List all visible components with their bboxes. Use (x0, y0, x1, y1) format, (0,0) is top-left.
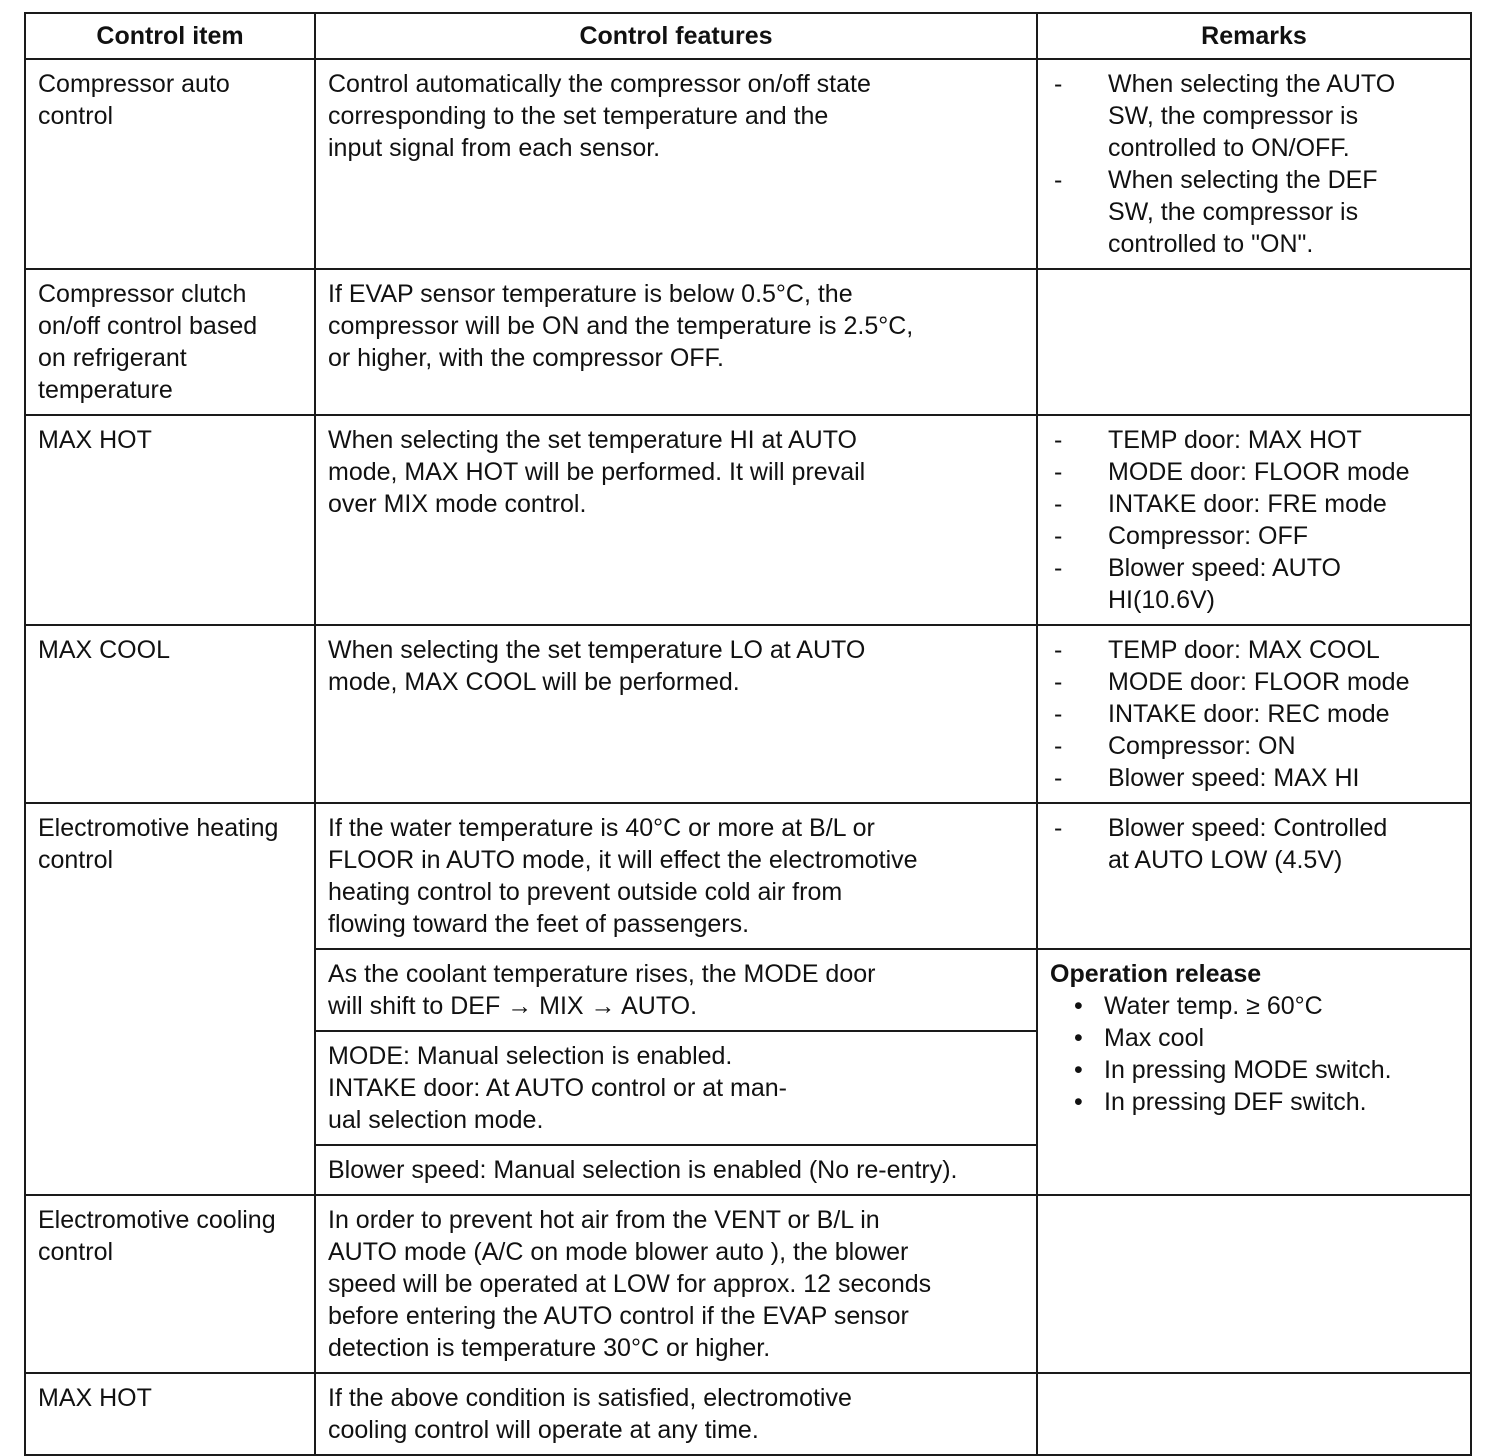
remark-text: When selecting the AUTO (1108, 70, 1396, 98)
remark-text: controlled to "ON". (1108, 230, 1314, 258)
remark-item (1050, 698, 1458, 730)
feature-text: over MIX mode control. (328, 490, 587, 518)
table-row (25, 803, 1471, 949)
feature-text: When selecting the set temperature HI at AUTO (328, 426, 857, 454)
feature-text: cooling control will operate at any time. (328, 1416, 759, 1444)
remark-text: MODE door: FLOOR mode (1108, 458, 1410, 486)
dash-marker: - (1054, 814, 1063, 842)
item-text: Compressor clutch (38, 280, 247, 308)
operation-release-cell (1037, 949, 1471, 1195)
feature-text: or higher, with the compressor OFF. (328, 344, 724, 372)
remark-text: Blower speed: AUTO (1108, 554, 1341, 582)
features-cell (315, 1195, 1037, 1373)
table-row (25, 269, 1471, 415)
remarks-cell (1037, 1195, 1471, 1373)
remark-text: INTAKE door: FRE mode (1108, 490, 1387, 518)
remark-text: at AUTO LOW (4.5V) (1108, 846, 1343, 874)
dash-marker: - (1054, 700, 1063, 728)
remarks-cell (1037, 625, 1471, 803)
list-item (1074, 1022, 1458, 1054)
item-text: control (38, 1238, 114, 1266)
dash-marker: - (1054, 166, 1063, 194)
remark-text: HI(10.6V) (1108, 586, 1215, 614)
list-item (1074, 1054, 1458, 1086)
features-cell (315, 269, 1037, 415)
feature-text: FLOOR in AUTO mode, it will effect the electromotive (328, 846, 918, 874)
list-item-text: Water temp. ≥ 60°C (1104, 992, 1323, 1020)
list-item-text: In pressing DEF switch. (1104, 1088, 1367, 1116)
features-cell (315, 1373, 1037, 1455)
item-text: control (38, 846, 114, 874)
remarks-list (1050, 634, 1458, 794)
remark-text: Compressor: OFF (1108, 522, 1309, 550)
feature-text: speed will be operated at LOW for approx. 12 seconds (328, 1270, 932, 1298)
item-text: MAX HOT (38, 1384, 152, 1412)
feature-text: heating control to prevent outside cold air from (328, 878, 843, 906)
remark-item (1050, 762, 1458, 794)
remarks-cell (1037, 1373, 1471, 1455)
remark-item (1050, 68, 1458, 164)
features-cell (315, 415, 1037, 625)
item-text: MAX HOT (38, 426, 152, 454)
features-cell (315, 1031, 1037, 1145)
remark-item (1050, 552, 1458, 616)
remark-text: INTAKE door: REC mode (1108, 700, 1390, 728)
dash-marker: - (1054, 636, 1063, 664)
table-row (25, 625, 1471, 803)
feature-text: flowing toward the feet of passengers. (328, 910, 750, 938)
dash-marker: - (1054, 764, 1063, 792)
item-text: Compressor auto (38, 70, 230, 98)
remark-item (1050, 456, 1458, 488)
remark-text: SW, the compressor is (1108, 198, 1359, 226)
feature-text: corresponding to the set temperature and the (328, 102, 829, 130)
feature-text: In order to prevent hot air from the VENT or B/L in (328, 1206, 880, 1234)
feature-text: If the water temperature is 40°C or more at B/L or (328, 814, 875, 842)
features-cell (315, 625, 1037, 803)
dash-marker: - (1054, 522, 1063, 550)
remark-text: When selecting the DEF (1108, 166, 1378, 194)
item-text: Electromotive cooling (38, 1206, 276, 1234)
bullet-marker: • (1074, 992, 1083, 1020)
remark-text: Blower speed: MAX HI (1108, 764, 1360, 792)
remarks-cell (1037, 803, 1471, 949)
table-row (25, 1195, 1471, 1373)
features-cell (315, 949, 1037, 1031)
list-item (1074, 990, 1458, 1022)
dash-marker: - (1054, 458, 1063, 486)
feature-text: before entering the AUTO control if the EVAP sensor (328, 1302, 909, 1330)
features-cell (315, 59, 1037, 269)
list-item (1074, 1086, 1458, 1118)
item-text: control (38, 102, 114, 130)
item-text: Electromotive heating (38, 814, 279, 842)
remark-item (1050, 164, 1458, 260)
control-table (24, 12, 1472, 1456)
feature-text: If the above condition is satisfied, electromotive (328, 1384, 852, 1412)
remarks-cell (1037, 59, 1471, 269)
table-row (25, 1373, 1471, 1455)
remark-item (1050, 424, 1458, 456)
dash-marker: - (1054, 490, 1063, 518)
header-control-item: Control item (25, 13, 315, 59)
feature-text: mode, MAX HOT will be performed. It will prevail (328, 458, 866, 486)
remark-item (1050, 666, 1458, 698)
feature-text: If EVAP sensor temperature is below 0.5°C, the (328, 280, 853, 308)
item-cell (25, 269, 315, 415)
item-text: on refrigerant (38, 344, 187, 372)
remarks-list (1050, 68, 1458, 260)
list-item-text: In pressing MODE switch. (1104, 1056, 1392, 1084)
header-remarks: Remarks (1037, 13, 1471, 59)
table-row (25, 59, 1471, 269)
remark-item (1050, 634, 1458, 666)
dash-marker: - (1054, 668, 1063, 696)
item-cell (25, 1373, 315, 1455)
table-row (25, 415, 1471, 625)
remarks-list (1050, 424, 1458, 616)
remark-text: Compressor: ON (1108, 732, 1296, 760)
bullet-marker: • (1074, 1056, 1083, 1084)
list-item-text: Max cool (1104, 1024, 1205, 1052)
remarks-list (1050, 812, 1458, 876)
feature-text: mode, MAX COOL will be performed. (328, 668, 740, 696)
header-control-features: Control features (315, 13, 1037, 59)
item-cell (25, 415, 315, 625)
item-text: on/off control based (38, 312, 258, 340)
item-cell (25, 625, 315, 803)
item-text: MAX COOL (38, 636, 170, 664)
features-cell (315, 1145, 1037, 1195)
features-cell (315, 803, 1037, 949)
operation-release-list (1050, 990, 1458, 1118)
remark-item (1050, 520, 1458, 552)
remark-text: Blower speed: Controlled (1108, 814, 1388, 842)
bullet-marker: • (1074, 1024, 1083, 1052)
item-cell (25, 803, 315, 1195)
remarks-cell (1037, 269, 1471, 415)
dash-marker: - (1054, 554, 1063, 582)
header-row (25, 13, 1471, 59)
feature-text: INTAKE door: At AUTO control or at man- (328, 1074, 787, 1102)
feature-text: Blower speed: Manual selection is enabled (No re-entry). (328, 1156, 958, 1184)
remark-text: TEMP door: MAX HOT (1108, 426, 1362, 454)
remark-text: TEMP door: MAX COOL (1108, 636, 1380, 664)
remark-text: controlled to ON/OFF. (1108, 134, 1350, 162)
feature-text: input signal from each sensor. (328, 134, 661, 162)
remark-text: MODE door: FLOOR mode (1108, 668, 1410, 696)
feature-text: ual selection mode. (328, 1106, 544, 1134)
feature-text: When selecting the set temperature LO at AUTO (328, 636, 866, 664)
remark-item (1050, 730, 1458, 762)
feature-text: will shift to DEF → MIX → AUTO. (328, 992, 698, 1020)
feature-text: detection is temperature 30°C or higher. (328, 1334, 771, 1362)
remark-item (1050, 812, 1458, 876)
item-cell (25, 1195, 315, 1373)
feature-text: compressor will be ON and the temperature is 2.5°C, (328, 312, 914, 340)
item-text: temperature (38, 376, 173, 404)
operation-release-title: Operation release (1050, 960, 1262, 988)
item-cell (25, 59, 315, 269)
remarks-cell (1037, 415, 1471, 625)
remark-item (1050, 488, 1458, 520)
bullet-marker: • (1074, 1088, 1083, 1116)
feature-text: Control automatically the compressor on/off state (328, 70, 871, 98)
dash-marker: - (1054, 732, 1063, 760)
feature-text: MODE: Manual selection is enabled. (328, 1042, 733, 1070)
dash-marker: - (1054, 70, 1063, 98)
feature-text: As the coolant temperature rises, the MODE door (328, 960, 876, 988)
remark-text: SW, the compressor is (1108, 102, 1359, 130)
feature-text: AUTO mode (A/C on mode blower auto ), the blower (328, 1238, 909, 1266)
dash-marker: - (1054, 426, 1063, 454)
